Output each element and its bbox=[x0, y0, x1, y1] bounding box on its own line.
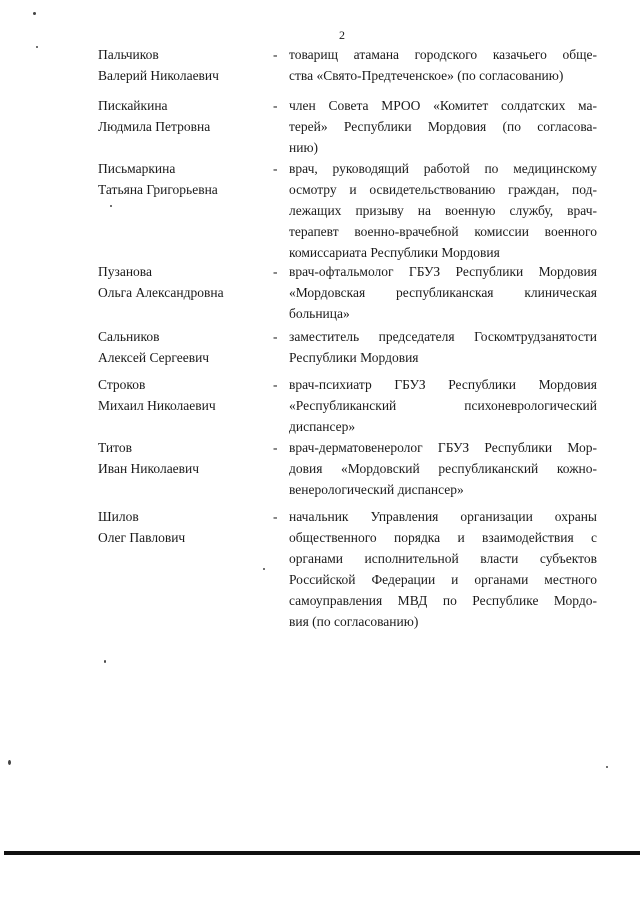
member-position bbox=[289, 374, 597, 437]
position-line: врач, руководящий работой по медицинскому bbox=[289, 161, 597, 176]
member-surname: Пузанова bbox=[98, 264, 152, 279]
position-line: комиссариата Республики Мордовия bbox=[289, 245, 500, 260]
entry-dash: - bbox=[273, 98, 278, 113]
position-line: терей» Республики Мордовия (по согласова- bbox=[289, 119, 597, 134]
scan-speck bbox=[36, 46, 38, 48]
scan-speck bbox=[263, 568, 265, 570]
position-line: врач-дерматовенеролог ГБУЗ Республики Мор- bbox=[289, 440, 597, 455]
scan-edge-bar bbox=[4, 851, 640, 855]
member-surname: Письмаркина bbox=[98, 161, 176, 176]
member-given-names: Людмила Петровна bbox=[98, 119, 211, 134]
scan-speck bbox=[8, 760, 11, 765]
member-name bbox=[98, 506, 268, 548]
scan-speck bbox=[110, 205, 112, 207]
entry-dash: - bbox=[273, 161, 278, 176]
position-line: ства «Свято-Предтеченское» (по согласованию) bbox=[289, 68, 564, 83]
member-given-names: Михаил Николаевич bbox=[98, 398, 216, 413]
position-line: вия (по согласованию) bbox=[289, 614, 419, 629]
position-line: органами исполнительной власти субъектов bbox=[289, 551, 597, 566]
member-name bbox=[98, 95, 268, 137]
position-line: начальник Управления организации охраны bbox=[289, 509, 597, 524]
position-line: «Республиканский психоневрологический bbox=[289, 398, 597, 413]
member-position bbox=[289, 44, 597, 86]
member-surname: Шилов bbox=[98, 509, 139, 524]
position-line: член Совета МРОО «Комитет солдатских ма- bbox=[289, 98, 597, 113]
entry-dash: - bbox=[273, 329, 278, 344]
member-given-names: Татьяна Григорьевна bbox=[98, 182, 218, 197]
member-given-names: Валерий Николаевич bbox=[98, 68, 219, 83]
entry-dash: - bbox=[273, 509, 278, 524]
member-surname: Пискайкина bbox=[98, 98, 168, 113]
member-name bbox=[98, 158, 268, 200]
member-position bbox=[289, 506, 597, 632]
member-position bbox=[289, 95, 597, 158]
member-surname: Титов bbox=[98, 440, 132, 455]
entry-dash: - bbox=[273, 440, 278, 455]
position-line: «Мордовская республиканская клиническая bbox=[289, 285, 597, 300]
position-line: товарищ атамана городского казачьего обще- bbox=[289, 47, 597, 62]
scan-speck bbox=[33, 12, 36, 15]
position-line: больница» bbox=[289, 306, 350, 321]
member-surname: Сальников bbox=[98, 329, 160, 344]
position-line: довия «Мордовский республиканский кожно- bbox=[289, 461, 597, 476]
position-line: осмотру и освидетельствованию граждан, под- bbox=[289, 182, 597, 197]
member-name bbox=[98, 374, 268, 416]
member-name bbox=[98, 437, 268, 479]
member-name bbox=[98, 326, 268, 368]
member-surname: Строков bbox=[98, 377, 146, 392]
position-line: врач-офтальмолог ГБУЗ Республики Мордовия bbox=[289, 264, 597, 279]
position-line: диспансер» bbox=[289, 419, 356, 434]
member-surname: Пальчиков bbox=[98, 47, 159, 62]
entry-dash: - bbox=[273, 377, 278, 392]
entry-dash: - bbox=[273, 47, 278, 62]
position-line: лежащих призыву на военную службу, врач- bbox=[289, 203, 597, 218]
scan-speck bbox=[606, 766, 608, 768]
entry-dash: - bbox=[273, 264, 278, 279]
position-line: общественного порядка и взаимодействия с bbox=[289, 530, 597, 545]
position-line: Республики Мордовия bbox=[289, 350, 419, 365]
position-line: врач-психиатр ГБУЗ Республики Мордовия bbox=[289, 377, 597, 392]
page-number: 2 bbox=[339, 28, 345, 42]
member-given-names: Ольга Александровна bbox=[98, 285, 224, 300]
member-given-names: Олег Павлович bbox=[98, 530, 186, 545]
position-line: самоуправления МВД по Республике Мордо- bbox=[289, 593, 597, 608]
member-given-names: Иван Николаевич bbox=[98, 461, 200, 476]
position-line: венерологический диспансер» bbox=[289, 482, 464, 497]
member-position bbox=[289, 437, 597, 500]
position-line: нию) bbox=[289, 140, 319, 155]
member-name bbox=[98, 261, 268, 303]
position-line: Российской Федерации и органами местного bbox=[289, 572, 597, 587]
member-position bbox=[289, 158, 597, 263]
position-line: заместитель председателя Госкомтрудзанятости bbox=[289, 329, 597, 344]
member-name bbox=[98, 44, 268, 86]
position-line: терапевт военно-врачебной комиссии военного bbox=[289, 224, 597, 239]
member-position bbox=[289, 326, 597, 368]
member-position bbox=[289, 261, 597, 324]
scan-speck bbox=[104, 660, 106, 663]
member-given-names: Алексей Сергеевич bbox=[98, 350, 210, 365]
